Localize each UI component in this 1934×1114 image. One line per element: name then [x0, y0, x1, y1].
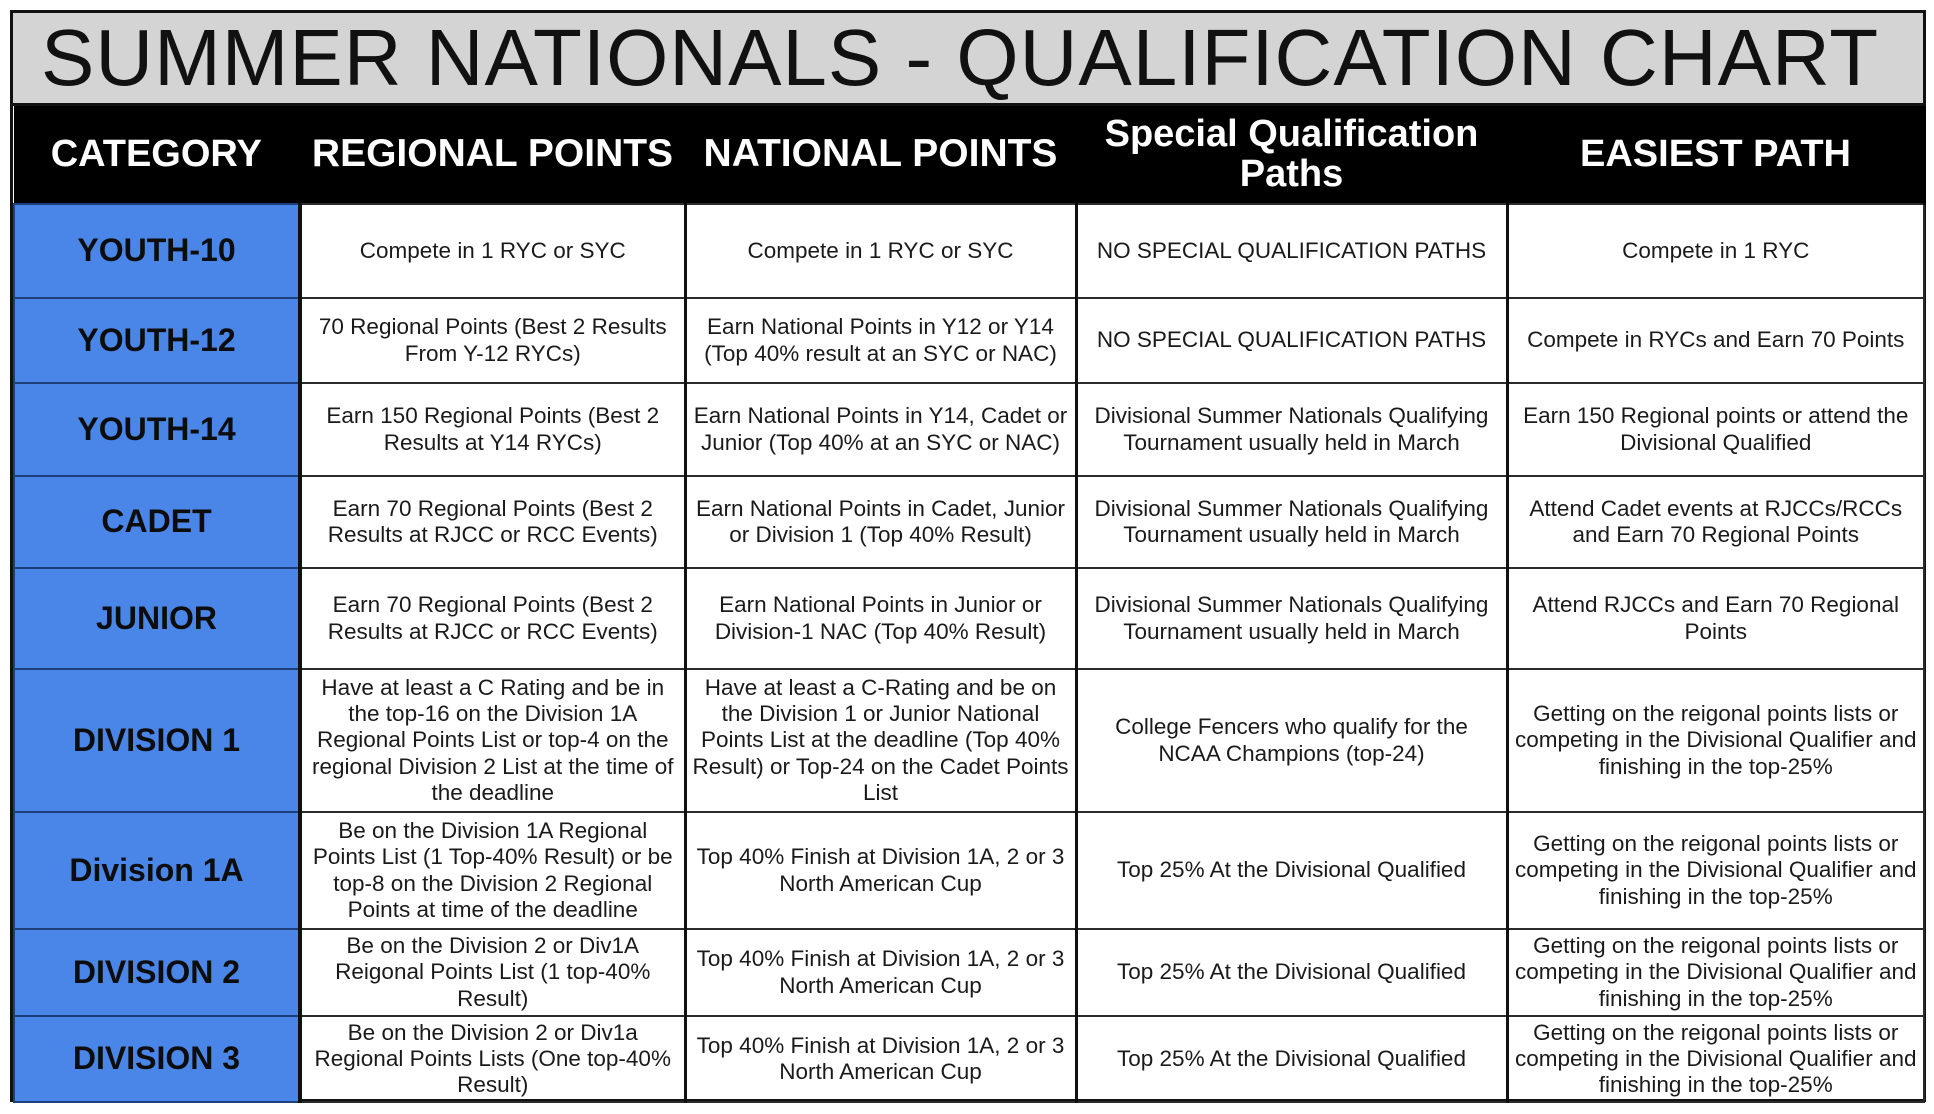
header-category: CATEGORY — [14, 106, 300, 204]
qualification-chart — [10, 10, 1926, 1102]
special-paths-cell: Divisional Summer Nationals Qualifying Tournament usually held in March — [1076, 568, 1507, 669]
category-cell: YOUTH-12 — [14, 298, 300, 383]
header-national-points: NATIONAL POINTS — [685, 106, 1076, 204]
title-bar — [13, 13, 1923, 106]
regional-points-cell: Be on the Division 2 or Div1A Reigonal Points List (1 top-40% Result) — [300, 929, 685, 1016]
header-regional-points: REGIONAL POINTS — [300, 106, 685, 204]
easiest-path-cell: Getting on the reigonal points lists or competing in the Divisional Qualifier and finishing in the top-25% — [1507, 929, 1924, 1016]
table-row — [14, 204, 1924, 298]
regional-points-cell: Earn 150 Regional Points (Best 2 Results at Y14 RYCs) — [300, 383, 685, 476]
table-row — [14, 298, 1924, 383]
category-cell: YOUTH-14 — [14, 383, 300, 476]
easiest-path-cell: Compete in RYCs and Earn 70 Points — [1507, 298, 1924, 383]
national-points-cell: Compete in 1 RYC or SYC — [685, 204, 1076, 298]
special-paths-cell: Top 25% At the Divisional Qualified — [1076, 1016, 1507, 1102]
easiest-path-cell: Compete in 1 RYC — [1507, 204, 1924, 298]
header-easiest-path: EASIEST PATH — [1507, 106, 1924, 204]
national-points-cell: Have at least a C-Rating and be on the Division 1 or Junior National Points List at the deadline (Top 40% Result) or Top-24 on the Cadet Points List — [685, 669, 1076, 812]
special-paths-cell: Divisional Summer Nationals Qualifying Tournament usually held in March — [1076, 476, 1507, 568]
national-points-cell: Top 40% Finish at Division 1A, 2 or 3 North American Cup — [685, 1016, 1076, 1102]
regional-points-cell: Be on the Division 1A Regional Points List (1 Top-40% Result) or be top-8 on the Division 2 Regional Points at time of the deadline — [300, 812, 685, 929]
category-cell: JUNIOR — [14, 568, 300, 669]
regional-points-cell: Earn 70 Regional Points (Best 2 Results at RJCC or RCC Events) — [300, 568, 685, 669]
category-cell: CADET — [14, 476, 300, 568]
regional-points-cell: Earn 70 Regional Points (Best 2 Results at RJCC or RCC Events) — [300, 476, 685, 568]
regional-points-cell: 70 Regional Points (Best 2 Results From Y-12 RYCs) — [300, 298, 685, 383]
table-row — [14, 669, 1924, 812]
special-paths-cell: Divisional Summer Nationals Qualifying Tournament usually held in March — [1076, 383, 1507, 476]
table-row — [14, 383, 1924, 476]
regional-points-cell: Compete in 1 RYC or SYC — [300, 204, 685, 298]
easiest-path-cell: Earn 150 Regional points or attend the Divisional Qualified — [1507, 383, 1924, 476]
special-paths-cell: Top 25% At the Divisional Qualified — [1076, 929, 1507, 1016]
national-points-cell: Earn National Points in Y14, Cadet or Junior (Top 40% at an SYC or NAC) — [685, 383, 1076, 476]
national-points-cell: Top 40% Finish at Division 1A, 2 or 3 North American Cup — [685, 812, 1076, 929]
table-row — [14, 568, 1924, 669]
regional-points-cell: Be on the Division 2 or Div1a Regional Points Lists (One top-40% Result) — [300, 1016, 685, 1102]
special-paths-cell: NO SPECIAL QUALIFICATION PATHS — [1076, 204, 1507, 298]
table-row — [14, 929, 1924, 1016]
easiest-path-cell: Getting on the reigonal points lists or competing in the Divisional Qualifier and finishing in the top-25% — [1507, 812, 1924, 929]
header-row — [14, 106, 1924, 204]
easiest-path-cell: Attend Cadet events at RJCCs/RCCs and Earn 70 Regional Points — [1507, 476, 1924, 568]
regional-points-cell: Have at least a C Rating and be in the top-16 on the Division 1A Regional Points List or top-4 on the regional Division 2 List at the time of the deadline — [300, 669, 685, 812]
qualification-table — [13, 106, 1926, 1103]
national-points-cell: Earn National Points in Cadet, Junior or Division 1 (Top 40% Result) — [685, 476, 1076, 568]
category-cell: DIVISION 1 — [14, 669, 300, 812]
table-row — [14, 812, 1924, 929]
easiest-path-cell: Attend RJCCs and Earn 70 Regional Points — [1507, 568, 1924, 669]
national-points-cell: Earn National Points in Junior or Division-1 NAC (Top 40% Result) — [685, 568, 1076, 669]
category-cell: DIVISION 3 — [14, 1016, 300, 1102]
easiest-path-cell: Getting on the reigonal points lists or competing in the Divisional Qualifier and finishing in the top-25% — [1507, 669, 1924, 812]
easiest-path-cell: Getting on the reigonal points lists or competing in the Divisional Qualifier and finishing in the top-25% — [1507, 1016, 1924, 1102]
special-paths-cell: NO SPECIAL QUALIFICATION PATHS — [1076, 298, 1507, 383]
category-cell: YOUTH-10 — [14, 204, 300, 298]
national-points-cell: Earn National Points in Y12 or Y14 (Top 40% result at an SYC or NAC) — [685, 298, 1076, 383]
special-paths-cell: College Fencers who qualify for the NCAA Champions (top-24) — [1076, 669, 1507, 812]
header-special-paths: Special Qualification Paths — [1076, 106, 1507, 204]
national-points-cell: Top 40% Finish at Division 1A, 2 or 3 North American Cup — [685, 929, 1076, 1016]
special-paths-cell: Top 25% At the Divisional Qualified — [1076, 812, 1507, 929]
table-row — [14, 1016, 1924, 1102]
table-row — [14, 476, 1924, 568]
category-cell: DIVISION 2 — [14, 929, 300, 1016]
page-title: SUMMER NATIONALS - QUALIFICATION CHART — [41, 13, 1880, 102]
category-cell: Division 1A — [14, 812, 300, 929]
